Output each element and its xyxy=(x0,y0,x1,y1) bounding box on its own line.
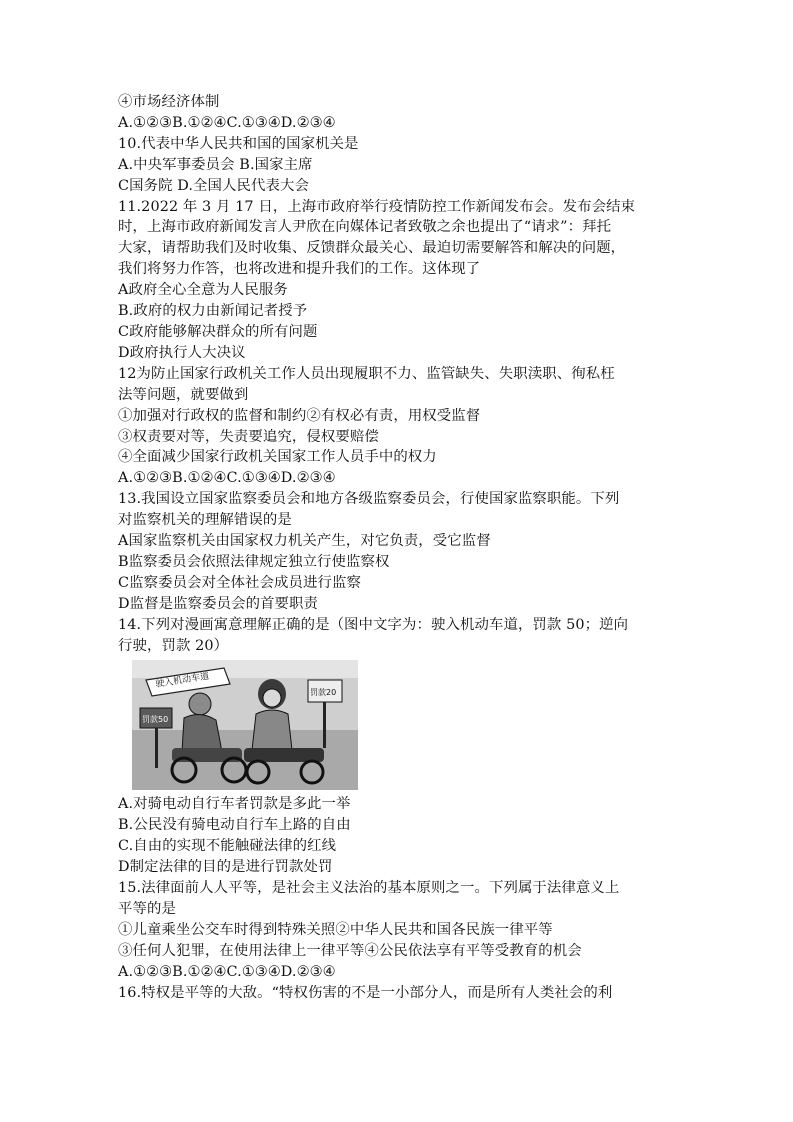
question-10-options-ab: A.中央军事委员会 B.国家主席 xyxy=(118,156,313,173)
sign-text: 驶入机动车道 xyxy=(154,672,210,691)
question-15-options: A.①②③B.①②④C.①③④D.②③④ xyxy=(118,963,336,980)
question-14-stem-line-1: 14.下列对漫画寓意理解正确的是（图中文字为：驶入机动车道，罚款 50；逆向 xyxy=(118,616,629,633)
left-board-text: 罚款50 xyxy=(142,715,169,725)
question-15-item-3-4: ③任何人犯罪，在使用法律上一律平等④公民依法享有平等受教育的机会 xyxy=(118,942,582,959)
question-11-option-b: B.政府的权力由新闻记者授予 xyxy=(118,303,308,320)
text-block-after-image xyxy=(118,794,678,1003)
question-12-item-1-2: ①加强对行政权的监督和制约②有权必有责，用权受监督 xyxy=(118,407,481,424)
document-page xyxy=(118,92,678,1004)
question-14-option-d: D制定法律的目的是进行罚款处罚 xyxy=(118,859,333,876)
question-11-stem-line-1: 11.2022 年 3 月 17 日，上海市政府举行疫情防控工作新闻发布会。发布会结束 xyxy=(118,198,636,215)
question-11-option-d: D政府执行人大决议 xyxy=(118,344,246,361)
text-line: ④市场经济体制 xyxy=(118,94,220,110)
question-12-stem-line-2: 法等问题，就要做到 xyxy=(118,386,249,403)
question-13-option-d: D监督是监察委员会的首要职责 xyxy=(118,595,319,612)
question-15-item-1-2: ①儿童乘坐公交车时得到特殊关照②中华人民共和国各民族一律平等 xyxy=(118,921,553,938)
cartoon-image xyxy=(132,660,358,790)
question-15-stem-line-2: 平等的是 xyxy=(118,901,176,917)
text-block-before-image xyxy=(118,92,678,656)
question-14-option-c: C.自由的实现不能触碰法律的红线 xyxy=(118,838,337,855)
question-11-option-a: A政府全心全意为人民服务 xyxy=(118,282,288,299)
question-16-stem-line-1: 16.特权是平等的大敌。“特权伤害的不是一小部分人，而是所有人类社会的利 xyxy=(118,984,613,1001)
question-13-option-a: A国家监察机关由国家权力机关产生，对它负责，受它监督 xyxy=(118,533,491,550)
answer-options-line: A.①②③B.①②④C.①③④D.②③④ xyxy=(118,114,336,131)
question-13-option-b: B监察委员会依照法律规定独立行使监察权 xyxy=(118,553,390,570)
right-board-text: 罚款20 xyxy=(310,688,337,698)
question-11-stem-line-2: 时，上海市政府新闻发言人尹欣在向媒体记者致敬之余也提出了“请求”：拜托 xyxy=(118,219,612,236)
question-11-stem-line-3: 大家，请帮助我们及时收集、反馈群众最关心、最迫切需要解答和解决的问题， xyxy=(118,240,626,257)
question-13-stem-line-1: 13.我国设立国家监察委员会和地方各级监察委员会，行使国家监察职能。下列 xyxy=(118,491,620,508)
question-14-option-a: A.对骑电动自行车者罚款是多此一举 xyxy=(118,796,351,813)
question-10-stem: 10.代表中华人民共和国的国家机关是 xyxy=(118,135,359,152)
question-15-stem-line-1: 15.法律面前人人平等，是社会主义法治的基本原则之一。下列属于法律意义上 xyxy=(118,880,620,897)
question-12-item-4: ④全面减少国家行政机关国家工作人员手中的权力 xyxy=(118,449,437,466)
question-11-stem-line-4: 我们将努力作答，也将改进和提升我们的工作。这体现了 xyxy=(118,261,481,278)
question-14-stem-line-2: 行驶，罚款 20） xyxy=(118,637,229,654)
question-13-stem-line-2: 对监察机关的理解错误的是 xyxy=(118,512,292,529)
question-10-options-cd: C国务院 D.全国人民代表大会 xyxy=(118,177,309,194)
question-11-option-c: C政府能够解决群众的所有问题 xyxy=(118,323,318,340)
question-12-options: A.①②③B.①②④C.①③④D.②③④ xyxy=(118,470,336,487)
question-13-option-c: C监察委员会对全体社会成员进行监察 xyxy=(118,574,361,591)
question-12-stem-line-1: 12为防止国家行政机关工作人员出现履职不力、监管缺失、失职渎职、徇私枉 xyxy=(118,365,615,382)
question-14-option-b: B.公民没有骑电动自行车上路的自由 xyxy=(118,817,351,834)
question-12-item-3: ③权责要对等，失责要追究，侵权要赔偿 xyxy=(118,428,379,445)
